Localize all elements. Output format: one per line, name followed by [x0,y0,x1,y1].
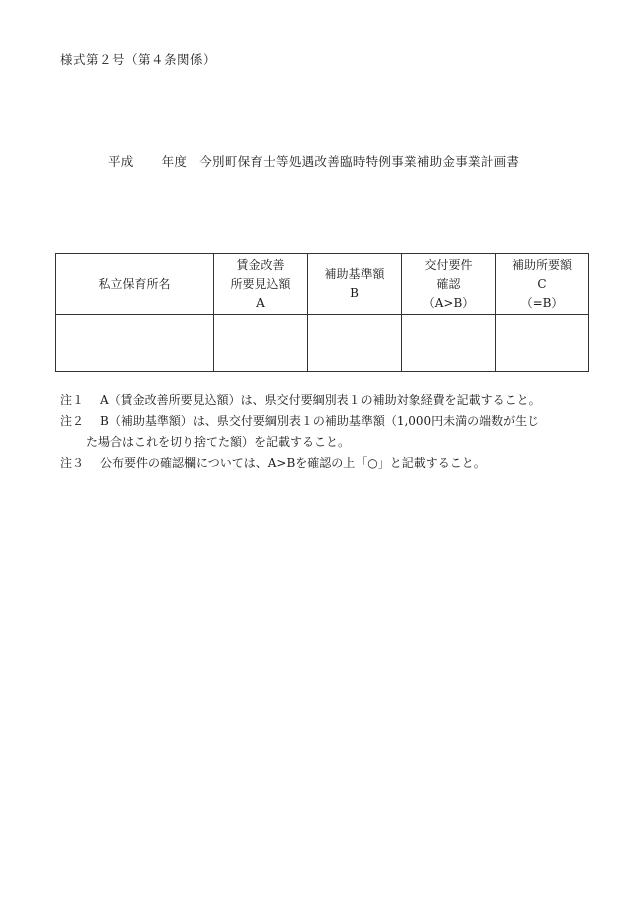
header-line: A [256,295,265,310]
header-line: 所要見込額 [230,276,291,291]
era-label: 平成 [108,154,134,169]
form-number: 様式第２号（第４条関係） [60,52,217,67]
grant-requirement-check-cell[interactable] [402,315,496,372]
header-line: 確認 [436,276,461,291]
header-line: B [350,286,359,300]
header-line: （=B） [520,295,564,310]
header-subsidy-base-amount [308,254,402,315]
header-grant-requirement-check [402,254,496,315]
note-1 [60,390,600,411]
note-text: A（賃金改善所要見込額）は、県交付要綱別表１の補助対象経費を記載すること。 [100,393,541,407]
table-row [56,315,589,372]
header-wage-improvement-estimate [214,254,308,315]
note-label: 注１ [60,393,85,407]
note-2 [60,411,600,432]
note-3 [60,453,600,474]
header-line: 私立保育所名 [98,276,171,291]
header-facility-name [56,254,214,315]
header-line: 賃金改善 [236,257,285,272]
header-line: 補助所要額 [511,257,572,272]
header-line: C [537,276,547,291]
fiscal-year-label: 年度 [161,154,188,169]
note-label: 注２ [60,414,85,428]
header-line: （A>B） [422,295,475,310]
note-text: B（補助基準額）は、県交付要綱別表１の補助基準額（1,000円未満の端数が生じ [100,414,540,428]
title-main: 今別町保育士等処遇改善臨時特例事業補助金事業計画書 [199,154,520,169]
note-text: 公布要件の確認欄については、A>Bを確認の上「○」と記載すること。 [100,456,486,470]
note-2-continuation: た場合はこれを切り捨てた額）を記載すること。 [86,435,351,449]
table-header-row [56,254,589,315]
required-subsidy-amount-cell[interactable] [496,315,589,372]
wage-improvement-estimate-cell[interactable] [214,315,308,372]
subsidy-base-amount-cell[interactable] [308,315,402,372]
document-title [108,152,519,170]
note-label: 注３ [60,456,85,470]
header-line: 補助基準額 [324,267,385,281]
plan-table [55,253,589,372]
header-line: 交付要件 [424,257,473,272]
facility-name-cell[interactable] [56,315,214,372]
notes-section [60,390,600,474]
header-required-subsidy-amount [496,254,589,315]
